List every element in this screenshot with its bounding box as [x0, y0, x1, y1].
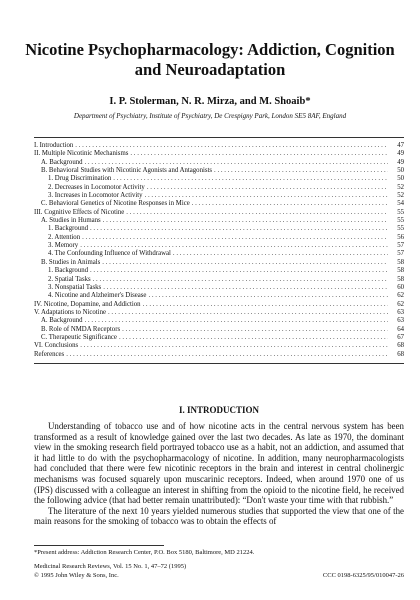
toc-dot-leader: [143, 301, 388, 309]
toc-entry-page: 62: [397, 300, 404, 308]
body-paragraph-1: Understanding of tobacco use and of how nicotine acts in the central nervous system has been transformed as a result of knowledge gained over the last two decades. As late as 1970, the dominant view in the smoking research field portrayed tobacco use as a habit, not an addiction, and assumed that it had little to do with the psychopharmacology of nicotine. In addition, many neuropharmacologists had concluded that there were few nicotinic receptors in the brain and interest in central cholinergic mechanisms was focused squarely upon muscarinic receptors. Indeed, when around 1970 one of us (IPS) discussed with a colleague an interest in shifting from the opioid to the nicotine field, he received the following advice (that had better remain unattributed): “Don't waste your time with that rubbish.”: [34, 421, 404, 506]
toc-dot-leader: [122, 326, 388, 334]
toc-entry-label: A. Studies in Humans: [41, 217, 101, 225]
toc-entry-label: A. Background: [41, 158, 83, 166]
toc-dot-leader: [93, 276, 388, 284]
toc-dot-leader: [119, 334, 388, 342]
toc-entry-page: 56: [397, 233, 404, 241]
toc-entry-page: 68: [397, 342, 404, 350]
toc-bottom-rule: [34, 363, 404, 364]
toc-entry-label: V. Adaptations to Nicotine: [34, 308, 106, 316]
toc-entry: [34, 250, 404, 258]
toc-entry-page: 57: [397, 242, 404, 250]
toc-entry: [34, 217, 404, 225]
toc-entry-page: 50: [397, 175, 404, 183]
toc-entry-label: 1. Background: [48, 267, 89, 275]
toc-entry-label: 3. Increases in Locomotor Activity: [48, 192, 143, 200]
toc-entry-label: C. Behavioral Genetics of Nicotine Responses in Mice: [41, 200, 190, 208]
toc-entry: [34, 192, 404, 200]
toc-entry: [34, 142, 404, 150]
journal-info: [34, 563, 404, 580]
toc-entry-label: II. Multiple Nicotinic Mechanisms: [34, 150, 129, 158]
toc-entry: [34, 184, 404, 192]
toc-dot-leader: [85, 159, 388, 167]
body-text: [34, 421, 404, 527]
body-paragraph-2: The literature of the next 10 years yielded numerous studies that supported the view that one of the main reasons for the smoking of tobacco was to obtain the effects of: [34, 505, 404, 527]
toc-dot-leader: [130, 150, 388, 158]
section-heading: I. INTRODUCTION: [178, 405, 259, 415]
toc-entry-page: 68: [397, 350, 404, 358]
toc-entry: [34, 351, 404, 359]
toc-dot-leader: [126, 209, 388, 217]
author-list: I. P. Stolerman, N. R. Mirza, and M. Shoaib*: [109, 96, 311, 107]
toc-entry: [34, 342, 404, 350]
toc-entry-page: 57: [397, 250, 404, 258]
toc-entry-label: 4. Nicotine and Alzheimer's Disease: [48, 292, 147, 300]
toc-dot-leader: [82, 234, 388, 242]
toc-dot-leader: [103, 217, 388, 225]
toc-entry-label: B. Role of NMDA Receptors: [41, 325, 121, 333]
toc-entry-label: References: [34, 350, 65, 358]
toc-entry-label: VI. Conclusions: [34, 342, 79, 350]
toc-entry-page: 50: [397, 167, 404, 175]
toc-dot-leader: [90, 225, 388, 233]
toc-entry-label: I. Introduction: [34, 142, 74, 149]
toc-entry-page: 52: [397, 192, 404, 200]
toc-entry-label: 1. Drug Discrimination: [48, 175, 112, 183]
toc-entry: [34, 150, 404, 158]
toc-entry-page: 52: [397, 183, 404, 191]
toc-entry: [34, 301, 404, 309]
toc-dot-leader: [90, 267, 388, 275]
toc-entry-label: B. Behavioral Studies with Nicotinic Agonists and Antagonists: [41, 167, 213, 175]
toc-entry: [34, 317, 404, 325]
article-title: [20, 40, 400, 80]
toc-entry-page: 67: [397, 333, 404, 341]
toc-entry-page: 63: [397, 317, 404, 325]
toc-dot-leader: [214, 167, 388, 175]
toc-entry: [34, 267, 404, 275]
toc-entry-label: 3. Memory: [48, 242, 79, 250]
toc-entry-label: III. Cognitive Effects of Nicotine: [34, 208, 125, 216]
toc-dot-leader: [148, 292, 388, 300]
toc-entry-page: 55: [397, 208, 404, 216]
toc-dot-leader: [103, 284, 388, 292]
toc-entry: [34, 334, 404, 342]
toc-entry-label: 2. Attention: [48, 233, 81, 241]
toc-entry-page: 47: [397, 142, 404, 149]
article-title-line-1: Nicotine Psychopharmacology: Addiction, Cognition: [25, 40, 395, 59]
toc-dot-leader: [147, 184, 388, 192]
toc-entry: [34, 209, 404, 217]
toc-entry-label: IV. Nicotine, Dopamine, and Addiction: [34, 300, 141, 308]
author-affiliation: Department of Psychiatry, Institute of Psychiatry, De Crespigny Park, London SE5 8AF, England: [73, 112, 347, 120]
toc-entry: [34, 159, 404, 167]
toc-entry: [34, 284, 404, 292]
toc-entry: [34, 167, 404, 175]
toc-dot-leader: [75, 142, 388, 150]
toc-dot-leader: [66, 351, 388, 359]
table-of-contents: [34, 142, 404, 359]
toc-entry: [34, 225, 404, 233]
journal-copyright: © 1995 John Wiley & Sons, Inc.: [34, 571, 119, 579]
toc-dot-leader: [173, 250, 388, 258]
toc-entry-page: 63: [397, 308, 404, 316]
toc-entry-page: 49: [397, 150, 404, 158]
toc-dot-leader: [80, 242, 388, 250]
toc-dot-leader: [80, 342, 388, 350]
toc-dot-leader: [145, 192, 388, 200]
ccc-code: CCC 0198-6325/95/010047-26: [322, 571, 404, 579]
toc-entry-page: 55: [397, 217, 404, 225]
toc-dot-leader: [102, 259, 388, 267]
toc-entry: [34, 309, 404, 317]
toc-entry-label: 1. Background: [48, 225, 89, 233]
toc-entry: [34, 259, 404, 267]
toc-entry-label: 2. Spatial Tasks: [48, 275, 91, 283]
toc-entry: [34, 276, 404, 284]
toc-entry-page: 54: [397, 200, 404, 208]
toc-dot-leader: [113, 175, 388, 183]
toc-entry-label: 4. The Confounding Influence of Withdrawal: [48, 250, 171, 258]
toc-entry-page: 55: [397, 225, 404, 233]
toc-entry-label: B. Studies in Animals: [41, 258, 101, 266]
toc-entry-page: 49: [397, 158, 404, 166]
journal-citation: Medicinal Research Reviews, Vol. 15 No. 1, 47–72 (1995): [34, 563, 187, 570]
toc-entry: [34, 200, 404, 208]
toc-entry-page: 60: [397, 283, 404, 291]
toc-entry-page: 58: [397, 267, 404, 275]
toc-entry: [34, 175, 404, 183]
toc-entry-page: 64: [397, 325, 404, 333]
footnote-rule: [34, 545, 164, 546]
toc-dot-leader: [192, 200, 388, 208]
toc-dot-leader: [108, 309, 388, 317]
article-title-line-2: and Neuroadaptation: [134, 60, 286, 79]
toc-entry-label: 3. Nonspatial Tasks: [48, 283, 102, 291]
toc-entry: [34, 292, 404, 300]
toc-entry: [34, 326, 404, 334]
toc-entry-page: 62: [397, 292, 404, 300]
toc-entry-label: A. Background: [41, 317, 83, 325]
toc-top-rule: [34, 137, 404, 138]
toc-entry-page: 58: [397, 275, 404, 283]
toc-entry: [34, 234, 404, 242]
toc-entry: [34, 242, 404, 250]
toc-entry-label: C. Therapeutic Significance: [41, 333, 117, 341]
toc-dot-leader: [85, 317, 388, 325]
author-footnote: *Present address: Addiction Research Center, P.O. Box 5180, Baltimore, MD 21224.: [34, 549, 255, 556]
toc-entry-label: 2. Decreases in Locomotor Activity: [48, 183, 145, 191]
toc-entry-page: 58: [397, 258, 404, 266]
